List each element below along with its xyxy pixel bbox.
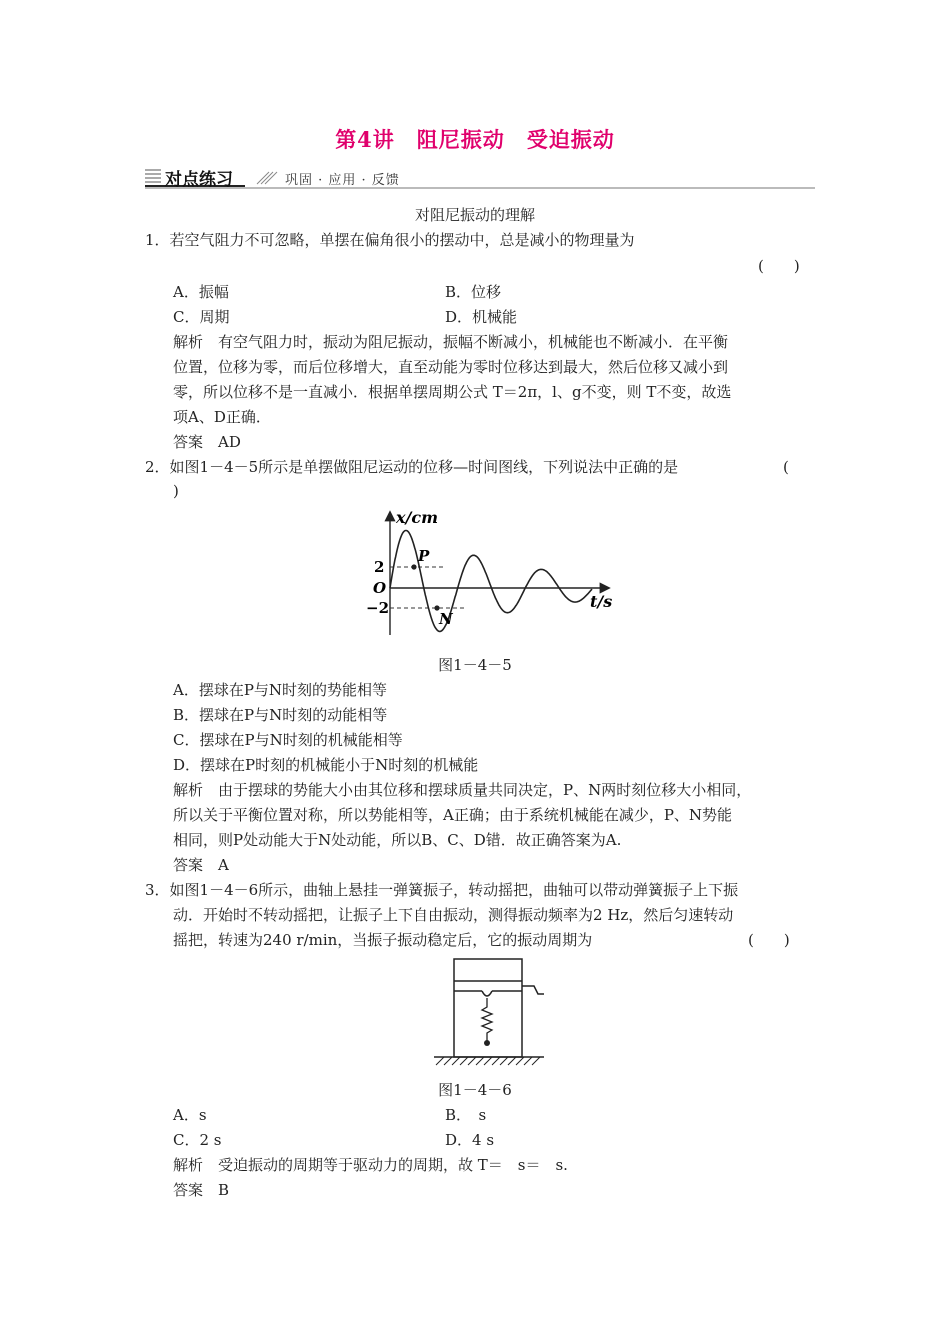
q3-option-a: A．s: [173, 1106, 207, 1124]
section-subtitle: 巩固 · 应用 · 反馈: [285, 173, 400, 188]
q2-analysis-line: 相同，则P处动能大于N处动能，所以B、C、D错．故正确答案为A.: [173, 831, 622, 849]
figure-caption-1-4-5: 图1－4－5: [438, 656, 512, 674]
q1-analysis-line: 项A、D正确．: [173, 408, 271, 426]
page-title: 第4讲 阻尼振动 受迫振动: [335, 127, 615, 152]
q3-stem-line: 动．开始时不转动摇把，让振子上下自由振动，测得振动频率为2 Hz，然后匀速转动: [173, 906, 734, 924]
section-label: 对点练习: [165, 170, 233, 190]
q1-answer-bracket: ( ): [758, 257, 800, 275]
x-axis-label: t/s: [590, 592, 613, 611]
q2-stem: 2．如图1－4－5所示是单摆做阻尼运动的位移—时间图线，下列说法中正确的是: [145, 458, 679, 476]
point-p-label: P: [418, 547, 430, 565]
q3-answer-bracket: ( ): [748, 931, 790, 949]
damped-curve: [390, 531, 592, 632]
origin-label: O: [373, 579, 387, 597]
q2-bracket-close: ): [173, 482, 179, 500]
tick-label-neg: −2: [366, 599, 390, 617]
q2-option-d: D．摆球在P时刻的机械能小于N时刻的机械能: [173, 756, 479, 774]
crank-handle: [522, 986, 544, 994]
section-header: [145, 164, 815, 190]
q1-option-c: C．周期: [173, 308, 230, 326]
q3-stem-line: 3．如图1－4－6所示，曲轴上悬挂一弹簧振子，转动摇把，曲轴可以带动弹簧振子上下振: [145, 881, 739, 899]
q1-stem: 1．若空气阻力不可忽略，单摆在偏角很小的摆动中，总是减小的物理量为: [145, 231, 635, 249]
crank-bend: [482, 991, 492, 996]
point-n-label: N: [439, 610, 453, 628]
spring: [482, 998, 492, 1041]
point-p-marker: [411, 564, 416, 569]
q2-option-c: C．摆球在P与N时刻的机械能相等: [173, 731, 403, 749]
q3-option-c: C．2 s: [173, 1131, 222, 1149]
q3-option-d: D．4 s: [445, 1131, 495, 1149]
q3-stem-line: 摇把，转速为240 r/min，当振子振动稳定后，它的振动周期为: [173, 931, 593, 949]
q2-bracket-open: (: [783, 458, 789, 476]
q3-answer: 答案 B: [173, 1181, 230, 1199]
section-decoration: [145, 164, 815, 190]
q2-option-b: B．摆球在P与N时刻的动能相等: [173, 706, 388, 724]
q1-analysis-line: 位置，位移为零，而后位移增大，直至动能为零时位移达到最大，然后位移又减小到: [173, 358, 729, 376]
q1-answer: 答案 AD: [173, 433, 241, 451]
q3-analysis: 解析 受迫振动的周期等于驱动力的周期，故 T＝ s＝ s.: [173, 1156, 568, 1174]
q2-analysis-line: 解析 由于摆球的势能大小由其位移和摆球质量共同决定，P、N两时刻位移大小相同，: [173, 781, 752, 799]
tick-label-pos: 2: [374, 558, 385, 576]
q2-answer: 答案 A: [173, 856, 229, 874]
q1-option-a: A．振幅: [173, 283, 229, 301]
crank-spring-oscillator-figure: [430, 955, 550, 1070]
damped-oscillation-graph: [360, 505, 620, 645]
q2-option-a: A．摆球在P与N时刻的势能相等: [173, 681, 388, 699]
q1-option-b: B．位移: [445, 283, 502, 301]
ground-hatching: [436, 1057, 540, 1065]
y-axis-label: x/cm: [396, 508, 439, 527]
topic-heading: 对阻尼振动的理解: [414, 206, 535, 224]
q1-analysis-line: 零，所以位移不是一直减小．根据单摆周期公式 T＝2π，l、g不变，则 T不变，故选: [173, 383, 732, 401]
oscillator-mass: [484, 1040, 490, 1046]
q3-option-b: B． s: [445, 1106, 487, 1124]
q2-analysis-line: 所以关于平衡位置对称，所以势能相等，A正确；由于系统机械能在减少，P、N势能: [173, 806, 733, 824]
figure-caption-1-4-6: 图1－4－6: [438, 1081, 512, 1099]
q1-analysis-line: 解析 有空气阻力时，振动为阻尼振动，振幅不断减小，机械能也不断减小．在平衡: [173, 333, 729, 351]
q1-option-d: D．机械能: [445, 308, 518, 326]
